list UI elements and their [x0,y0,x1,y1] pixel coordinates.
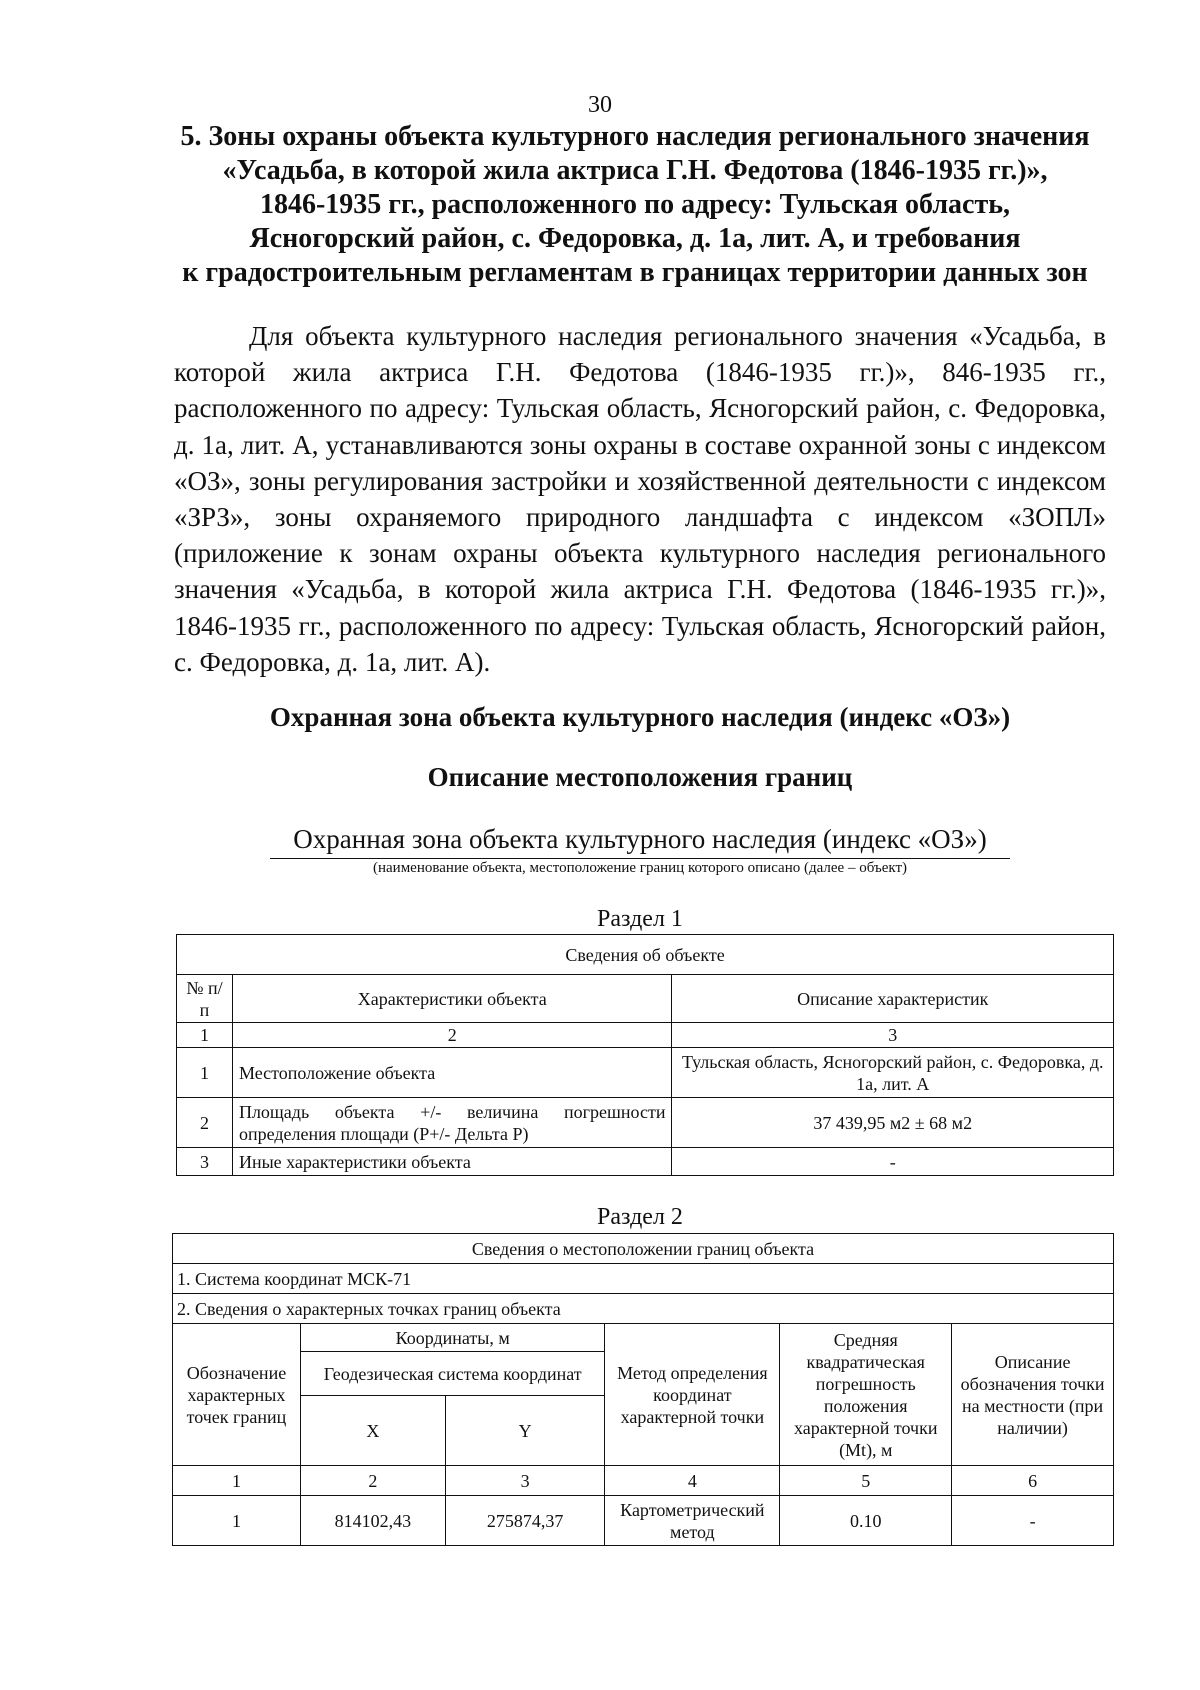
section-2-title: Раздел 2 [597,1204,683,1230]
column-index: 6 [952,1466,1114,1496]
object-name: Охранная зона объекта культурного наследия (индекс «ОЗ») [293,824,987,854]
heading-line: 1846-1935 гг., расположенного по адресу: Тульская область, [259,189,1011,220]
point-y: 275874,37 [445,1496,605,1546]
column-index: 2 [300,1466,445,1496]
row-characteristic: Местоположение объекта [232,1048,672,1098]
table-title: Сведения об объекте [177,935,1114,975]
row-value: Тульская область, Ясногорский район, с. Федоровка, д. 1а, лит. А [672,1048,1114,1098]
row-number: 3 [177,1148,233,1176]
column-index: 3 [445,1466,605,1496]
page-number: 30 [588,92,612,118]
header-description: Описание характеристик [672,975,1114,1023]
table-title: Сведения о местоположении границ объекта [173,1234,1114,1264]
body-paragraph: Для объекта культурного наследия регионального значения «Усадьба, в которой жила актриса Г.Н. Федотова (1846-1935 гг.)», 846-1935 гг., расположенного по адресу: Тульская область, Ясногорский район, с. Федоровка, д. 1а, лит. А, устанавливаются зоны охраны в составе охранной зоны с индексом «ОЗ», зоны регулирования застройки и хозяйственной деятельности с индексом «ЗРЗ», зоны охраняемого природного ландшафта с индексом «ЗОПЛ» (приложение к зонам охраны объекта культурного наследия регионального значения «Усадьба, в которой жила актриса Г.Н. Федотова (1846-1935 гг.)», 1846-1935 гг., расположенного по адресу: Тульская область, Ясногорский район, с. Федоровка, д. 1а, лит. А). [174,321,1106,677]
header-number: № п/п [177,975,233,1023]
point-method: Картометрический метод [605,1496,780,1546]
column-index: 4 [605,1466,780,1496]
heading-line: Ясногорский район, с. Федоровка, д. 1а, лит. А, и требования [249,223,1021,254]
header-x: X [300,1396,445,1466]
points-title: 2. Сведения о характерных точках границ объекта [173,1294,1114,1324]
document-heading [150,120,1120,290]
zone-heading: Охранная зона объекта культурного наследия (индекс «ОЗ») [269,702,1011,732]
boundary-table [172,1233,1114,1546]
row-number: 1 [177,1048,233,1098]
row-characteristic: Площадь объекта +/- величина погрешности определения площади (Р+/- Дельта Р) [232,1098,672,1148]
header-characteristics: Характеристики объекта [232,975,672,1023]
object-note: (наименование объекта, местоположение границ которого описано (далее – объект) [372,860,908,876]
object-underline [270,858,1010,859]
description-heading: Описание местоположения границ [427,762,853,792]
row-value: - [672,1148,1114,1176]
column-index: 3 [672,1023,1114,1048]
coordinate-system: 1. Система координат МСК-71 [173,1264,1114,1294]
heading-line: к градостроительным регламентам в границах территории данных зон [182,257,1088,288]
table-row [177,1098,1114,1148]
column-index: 5 [780,1466,952,1496]
section-1-title: Раздел 1 [597,906,683,932]
point-note: - [952,1496,1114,1546]
header-method: Метод определения координат характерной точки [605,1324,780,1466]
header-coordinates: Координаты, м [300,1324,605,1352]
column-index: 1 [177,1023,233,1048]
point-id: 1 [173,1496,301,1546]
table-row [177,1048,1114,1098]
header-note: Описание обозначения точки на местности (при наличии) [952,1324,1114,1466]
heading-line: 5. Зоны охраны объекта культурного наследия регионального значения [180,121,1090,152]
heading-line: «Усадьба, в которой жила актриса Г.Н. Федотова (1846-1935 гг.)», [222,155,1048,186]
column-index: 2 [232,1023,672,1048]
header-y: Y [445,1396,605,1466]
row-characteristic: Иные характеристики объекта [232,1148,672,1176]
column-index: 1 [173,1466,301,1496]
table-row [177,1148,1114,1176]
header-error: Средняя квадратическая погрешность положения характерной точки (Mt), м [780,1324,952,1466]
point-error: 0.10 [780,1496,952,1546]
object-info-table [176,934,1114,1176]
table-row [173,1496,1114,1546]
header-geodetic-system: Геодезическая система координат [300,1352,605,1396]
row-number: 2 [177,1098,233,1148]
row-value: 37 439,95 м2 ± 68 м2 [672,1098,1114,1148]
point-x: 814102,43 [300,1496,445,1546]
header-point: Обозначение характерных точек границ [173,1324,301,1466]
